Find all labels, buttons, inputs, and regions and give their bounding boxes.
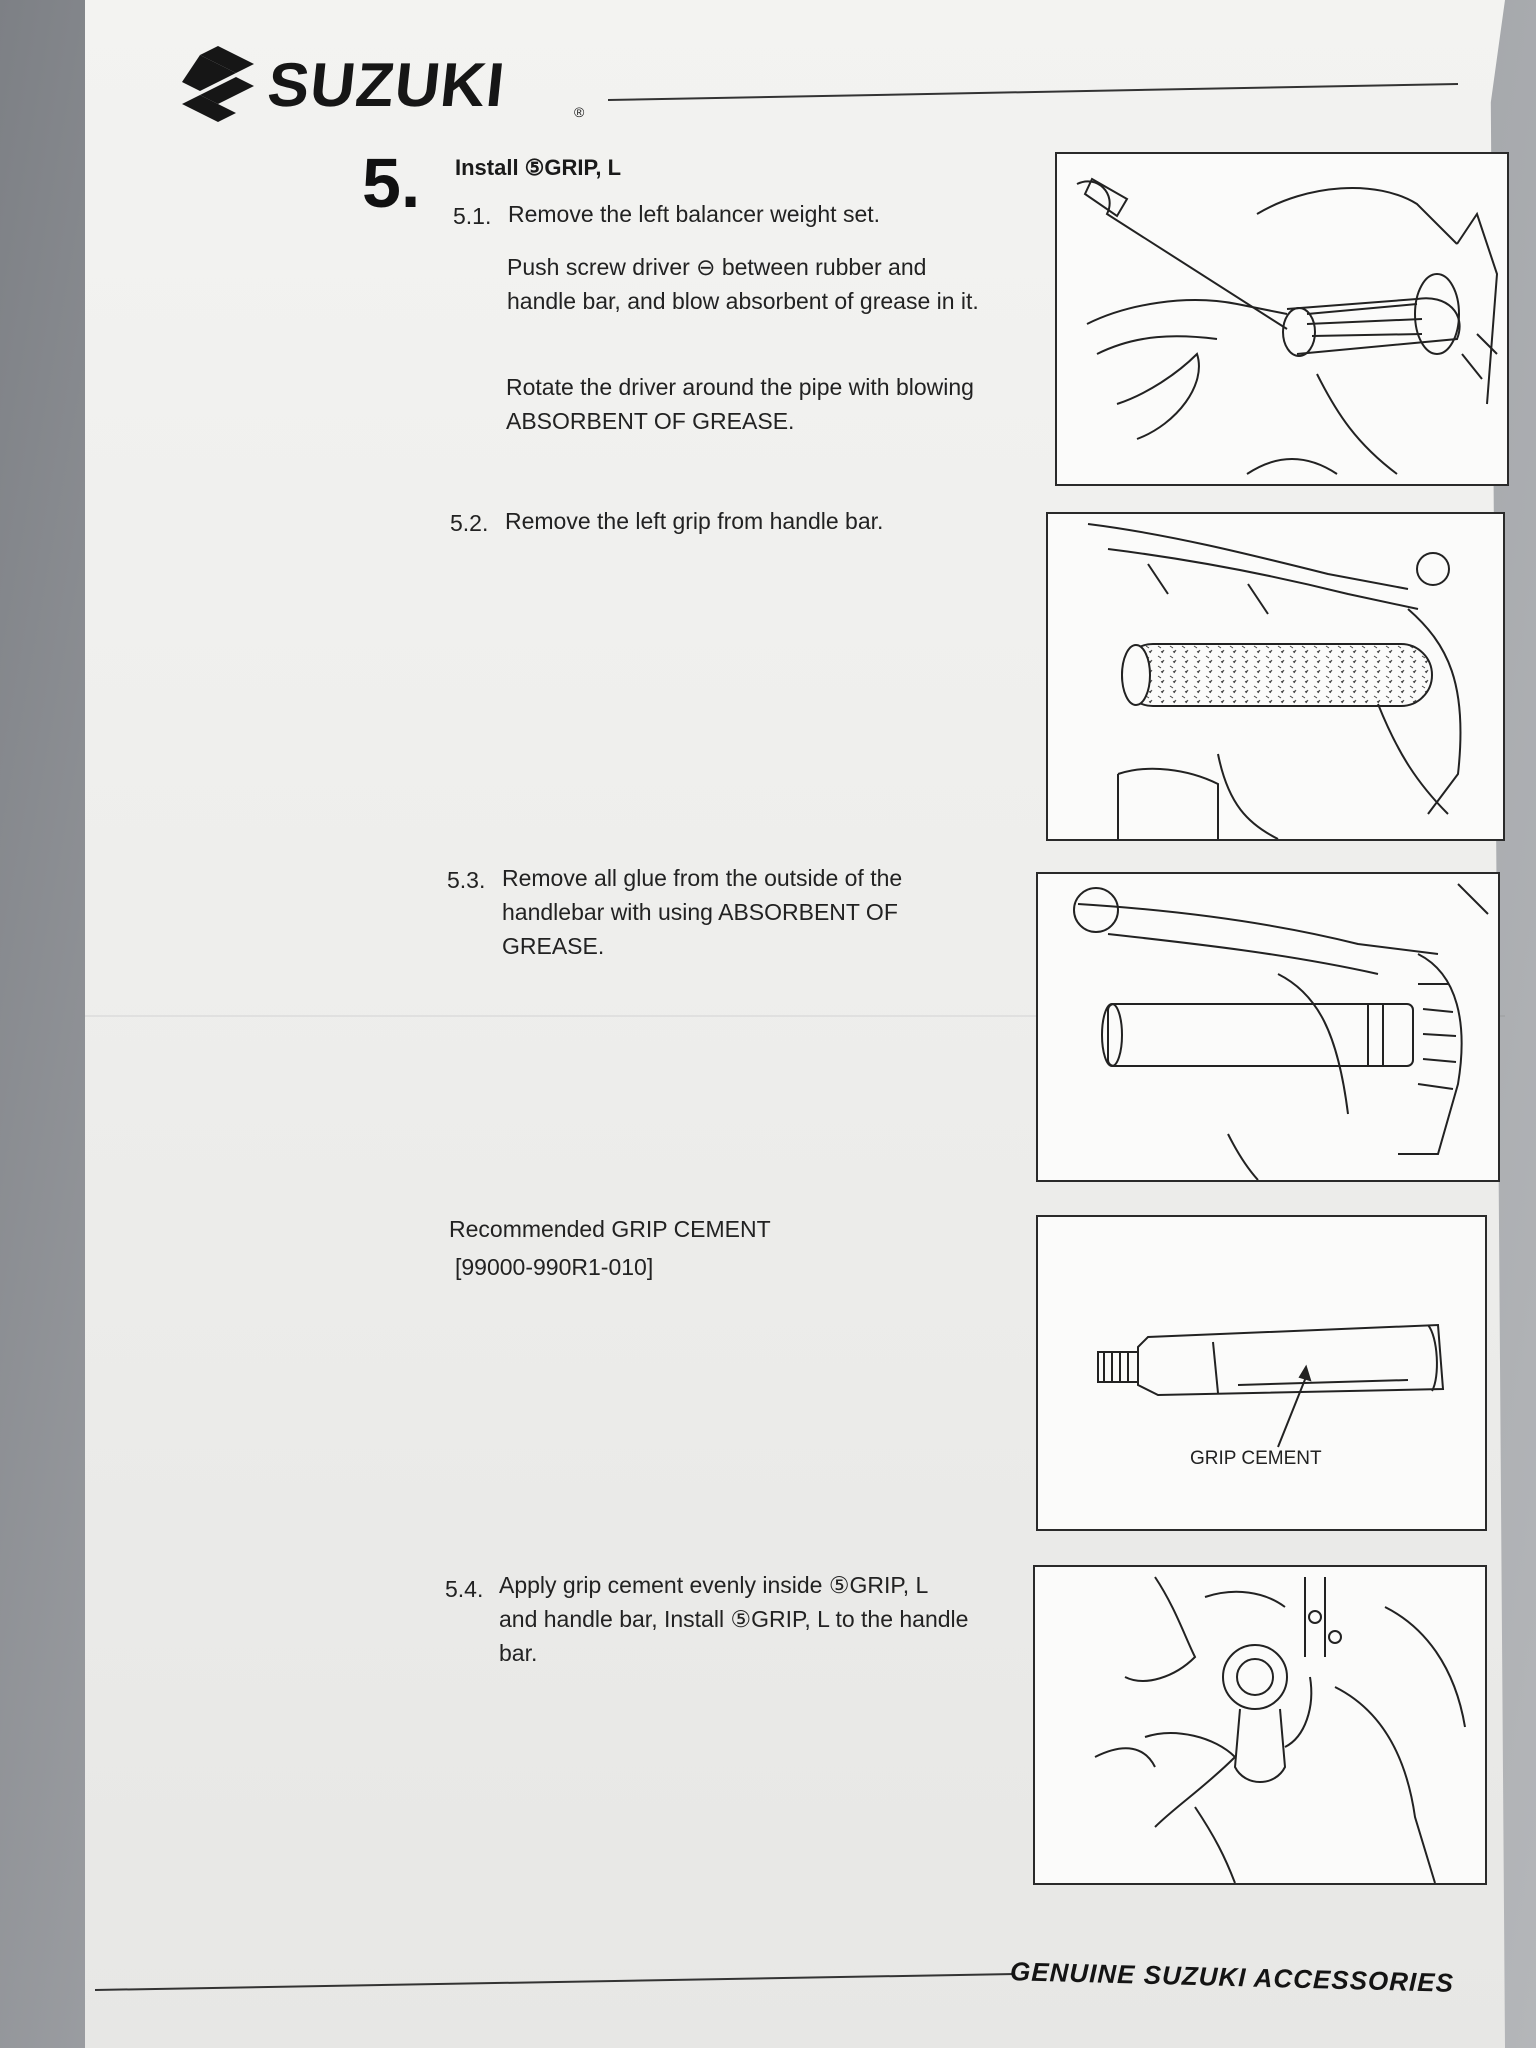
substep-detail: Push screw driver ⊖ between rubber and handle bar, and blow absorbent of grease in it. [507,254,979,314]
footer-rule [95,1960,1015,2000]
header-rule [608,70,1458,110]
figure-apply-cement [1033,1565,1487,1885]
figure-screwdriver-grip [1055,152,1509,486]
step-number: 5. [362,144,421,222]
figure-bare-handlebar [1036,872,1500,1182]
substep-number: 5.4. [445,1576,484,1602]
brand-name: SUZUKI [264,51,509,120]
grip-cement-label: GRIP CEMENT [1190,1448,1322,1469]
substep-number: 5.1. [453,203,492,229]
cement-part-number: [99000-990R1-010] [455,1254,654,1280]
suzuki-logo [178,44,598,124]
registered-mark: ® [574,104,585,120]
substep-detail: Rotate the driver around the pipe with blowing ABSORBENT OF GREASE. [506,374,974,434]
step-title: Install ⑤GRIP, L [455,155,622,180]
screwdriver-illustration [1057,154,1507,484]
recommended-cement: Recommended GRIP CEMENT [449,1216,771,1242]
substep-text: Remove all glue from the outside of the handlebar with using ABSORBENT OF GREASE. [502,865,903,959]
substep-text: Remove the left grip from handle bar. [505,508,884,534]
substep-text: Remove the left balancer weight set. [508,201,881,227]
figure-grip-removal [1046,512,1505,841]
substep-number: 5.3. [447,867,486,893]
apply-cement-illustration [1035,1567,1485,1883]
substep-number: 5.2. [450,510,489,536]
figure-grip-cement [1036,1215,1487,1531]
footer-tagline: GENUINE SUZUKI ACCESSORIES [1009,1956,1455,1998]
grip-illustration [1048,514,1503,839]
suzuki-s-emblem-icon [178,44,258,124]
handlebar-illustration [1038,874,1498,1180]
substep-text: Apply grip cement evenly inside ⑤GRIP, L and handle bar, Install ⑤GRIP, L to the handle bar. [499,1572,969,1666]
cement-tube-illustration [1038,1217,1485,1529]
